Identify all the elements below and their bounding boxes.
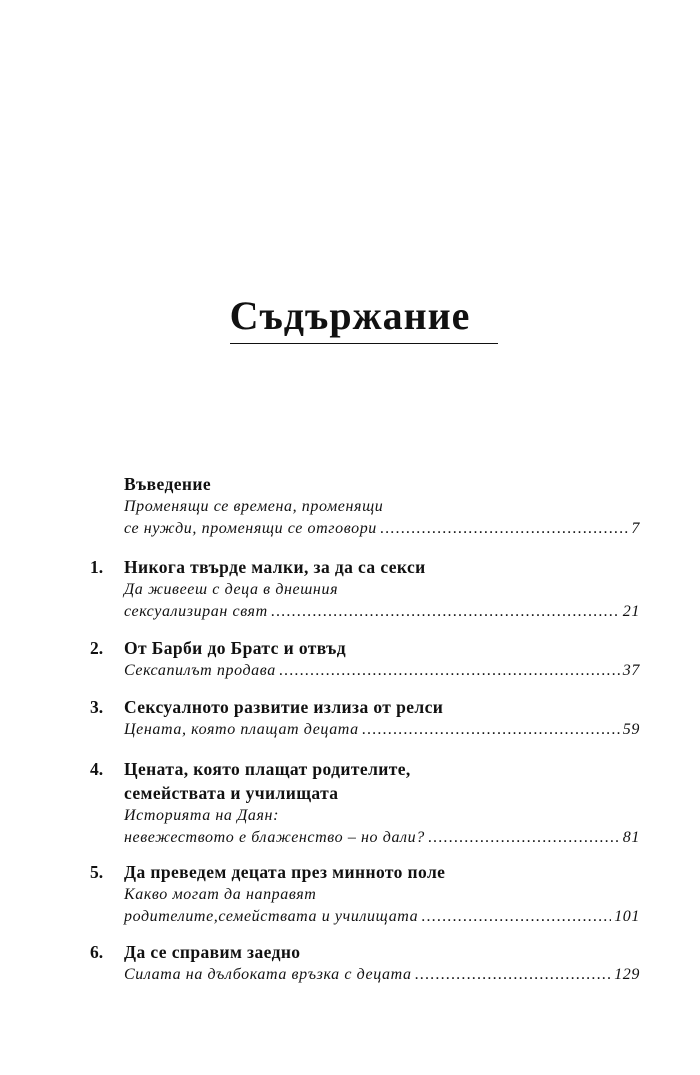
toc-entry-number: 4. bbox=[90, 759, 104, 779]
toc-entry-title: Въведение bbox=[124, 474, 212, 494]
toc-entry-page-number: 101 bbox=[614, 908, 640, 925]
dot-leader bbox=[279, 660, 620, 682]
toc-entry-title: Да преведем децата през минното поле bbox=[124, 862, 446, 882]
toc-entry-number: 6. bbox=[90, 942, 104, 962]
toc-entry-page-number: 129 bbox=[614, 966, 640, 983]
toc-entry-subtitle: Какво могат да направят bbox=[124, 886, 317, 903]
toc-entry-chapter-3[interactable] bbox=[90, 695, 640, 741]
toc-entry-title: Да се справим заедно bbox=[124, 942, 301, 962]
toc-entry-chapter-2[interactable] bbox=[90, 636, 640, 682]
toc-entry-page-number: 59 bbox=[622, 721, 640, 738]
toc-entry-page-number: 37 bbox=[622, 662, 640, 679]
dot-leader bbox=[428, 827, 620, 849]
toc-entry-subtitle-last-line bbox=[124, 518, 640, 540]
toc-entry-subtitle-text: родителите,семействата и училищата bbox=[124, 908, 419, 925]
toc-entry-subtitle-text: сексуализиран свят bbox=[124, 603, 268, 620]
toc-entry-introduction[interactable] bbox=[90, 472, 640, 540]
toc-entry-page-number: 7 bbox=[631, 520, 640, 537]
toc-entry-subtitle-last-line bbox=[124, 719, 640, 741]
toc-entry-number: 2. bbox=[90, 638, 104, 658]
toc-entry-subtitle-text: Силата на дълбоката връзка с децата bbox=[124, 966, 412, 983]
page-title: Съдържание bbox=[229, 293, 471, 338]
toc-entry-subtitle-text: невежеството е блаженство – но дали? bbox=[124, 829, 425, 846]
toc-entry-chapter-6[interactable] bbox=[90, 940, 640, 986]
dot-leader bbox=[415, 964, 612, 986]
toc-entry-subtitle: Историята на Даян: bbox=[124, 807, 280, 824]
toc-entry-subtitle-text: Сексапилът продава bbox=[124, 662, 276, 679]
toc-entry-title: От Барби до Братс и отвъд bbox=[124, 638, 347, 658]
toc-entry-subtitle-last-line bbox=[124, 660, 640, 682]
toc-entry-subtitle-last-line bbox=[124, 827, 640, 849]
toc-entry-number: 5. bbox=[90, 862, 104, 882]
toc-entry-subtitle-last-line bbox=[124, 964, 640, 986]
toc-entry-number: 3. bbox=[90, 697, 104, 717]
toc-entry-subtitle-text: се нужди, променящи се отговори bbox=[124, 520, 377, 537]
dot-leader bbox=[380, 518, 629, 540]
toc-entry-title-line-2: семействата и училищата bbox=[124, 783, 339, 803]
toc-entry-chapter-5[interactable] bbox=[90, 860, 640, 928]
dot-leader bbox=[421, 906, 611, 928]
toc-entry-title: Сексуалното развитие излиза от релси bbox=[124, 697, 444, 717]
toc-entry-subtitle-text: Цената, която плащат децата bbox=[124, 721, 359, 738]
toc-entry-page-number: 21 bbox=[622, 603, 640, 620]
toc-entry-title: Цената, която плащат родителите, bbox=[124, 759, 411, 779]
toc-entry-subtitle: Променящи се времена, променящи bbox=[124, 498, 384, 515]
toc-entry-title: Никога твърде малки, за да са секси bbox=[124, 557, 426, 577]
toc-entry-subtitle-last-line bbox=[124, 601, 640, 623]
toc-entry-number: 1. bbox=[90, 557, 104, 577]
toc-entry-chapter-4[interactable] bbox=[90, 757, 640, 849]
dot-leader bbox=[362, 719, 620, 741]
title-underline bbox=[230, 343, 498, 344]
toc-entry-chapter-1[interactable] bbox=[90, 555, 640, 623]
toc-entry-subtitle-last-line bbox=[124, 906, 640, 928]
toc-entry-page-number: 81 bbox=[622, 829, 640, 846]
dot-leader bbox=[271, 601, 620, 623]
toc-entry-subtitle: Да живееш с деца в днешния bbox=[124, 581, 339, 598]
